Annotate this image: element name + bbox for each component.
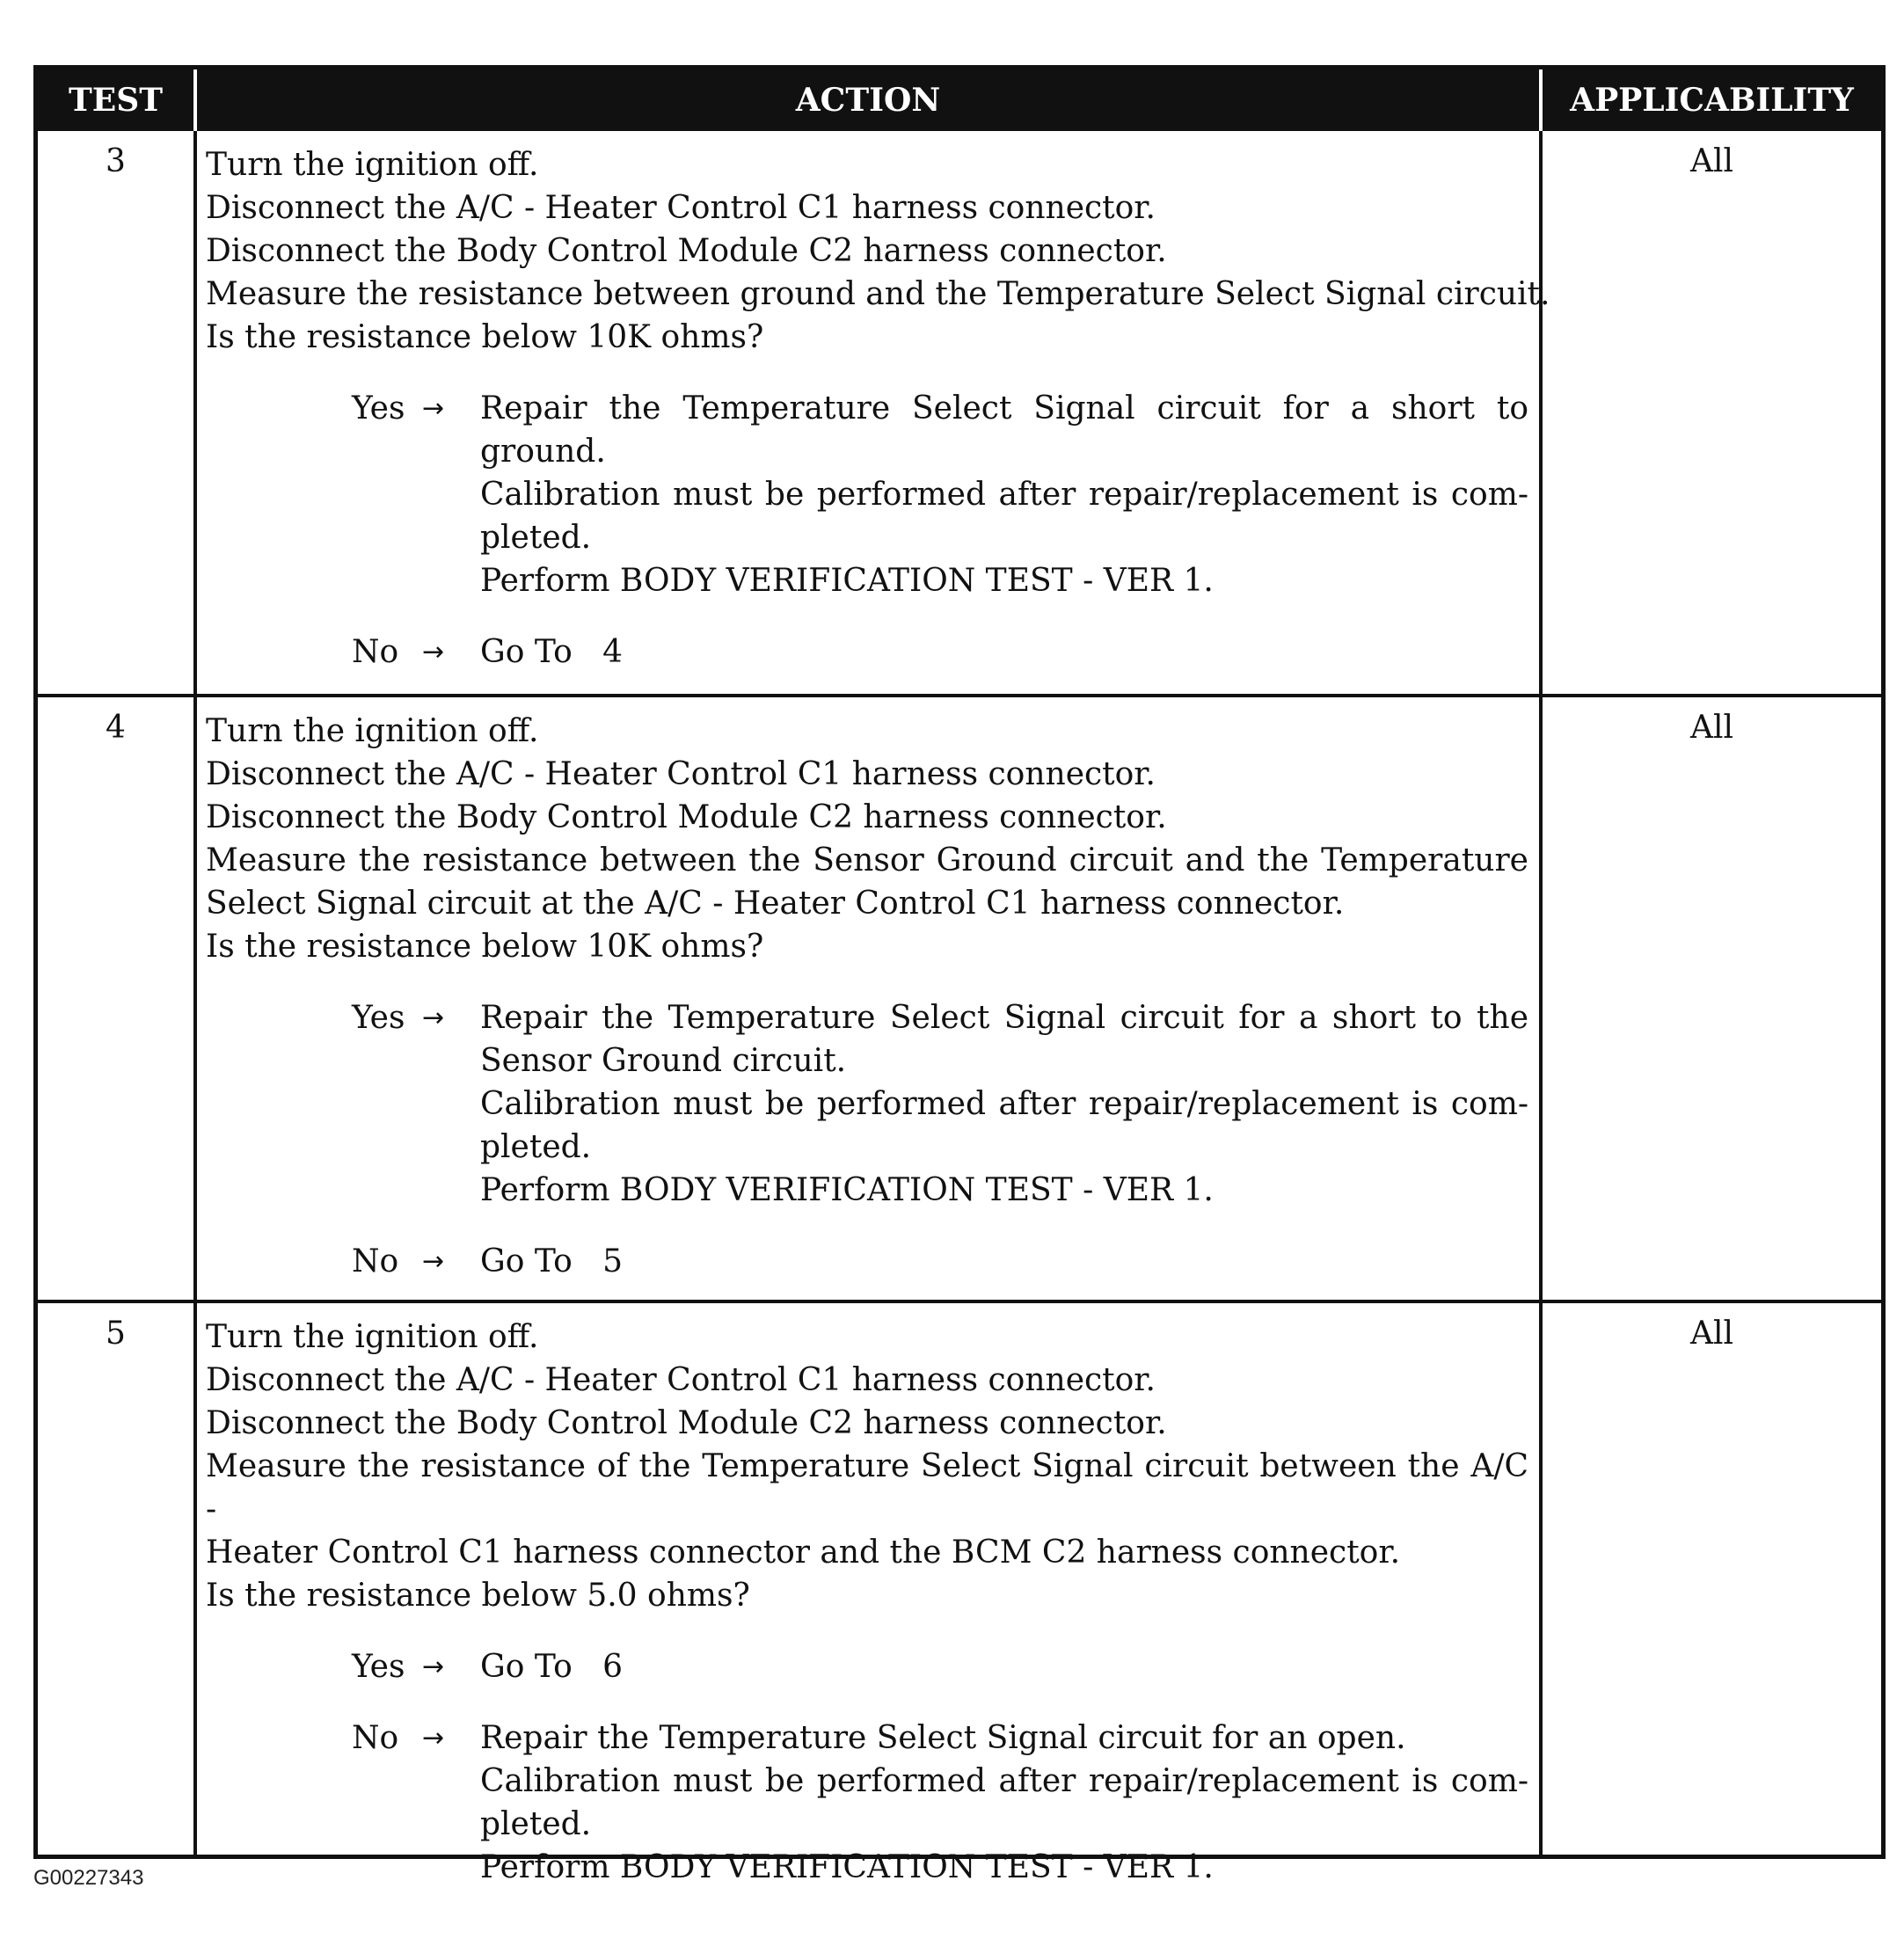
outcome-line: Repair the Temperature Select Signal circuit for a short to [480, 390, 1528, 426]
arrow-right-icon: → [422, 1002, 445, 1033]
step-text: Measure the resistance between the Sensor Ground circuit and the Temperature [206, 842, 1528, 878]
outcome-line: Go To 5 [480, 1243, 623, 1279]
outcome-line: Repair the Temperature Select Signal circuit for an open. [480, 1720, 1406, 1756]
yes-outcome [480, 387, 1528, 602]
no-outcome [480, 1240, 1528, 1283]
outcome-line: Repair the Temperature Select Signal circuit for a short to the [480, 1000, 1528, 1036]
action-cell [197, 697, 1543, 1300]
step-text: Measure the resistance of the Temperature Select Signal circuit between the A/C - [206, 1448, 1528, 1527]
applicability-value: All [1689, 143, 1734, 179]
arrow-right-icon: → [422, 393, 445, 424]
action-cell [197, 131, 1550, 694]
question-text: Is the resistance below 10K ohms? [206, 929, 764, 965]
outcome-line: Sensor Ground circuit. [480, 1043, 847, 1079]
header-action: ACTION [197, 69, 1543, 131]
yes-answer [206, 1645, 1528, 1688]
arrow-right-icon: → [422, 1651, 445, 1682]
action-cell [197, 1303, 1543, 1885]
outcome-line: Perform BODY VERIFICATION TEST - VER 1. [480, 1849, 1214, 1885]
no-answer [206, 1240, 1528, 1283]
step-text: Disconnect the A/C - Heater Control C1 harness connector. [206, 190, 1156, 226]
arrow-right-icon: → [422, 1246, 445, 1277]
no-label: No [352, 1243, 399, 1279]
no-answer [206, 631, 1528, 674]
arrow-right-icon: → [422, 1723, 445, 1753]
no-outcome [480, 631, 1528, 674]
applicability-value: All [1689, 1316, 1734, 1352]
question-text: Is the resistance below 5.0 ohms? [206, 1578, 750, 1614]
header-applicability: APPLICABILITY [1570, 82, 1854, 119]
table-header [38, 69, 1881, 131]
no-outcome [480, 1717, 1528, 1889]
step-text: Disconnect the Body Control Module C2 harness connector. [206, 1405, 1167, 1441]
test-number: 3 [38, 131, 197, 694]
outcome-line: ground. [480, 434, 606, 470]
test-number: 5 [38, 1303, 197, 1856]
test-number: 4 [38, 697, 197, 1300]
yes-label: Yes [352, 1000, 405, 1036]
outcome-line: Go To 4 [480, 634, 623, 670]
question-text: Is the resistance below 10K ohms? [206, 319, 764, 355]
outcome-line: Calibration must be performed after repair/replacement is com- [480, 1763, 1528, 1799]
outcome-line: Calibration must be performed after repair/replacement is com- [480, 477, 1528, 513]
step-text: Turn the ignition off. [206, 713, 539, 749]
yes-label: Yes [352, 1649, 405, 1685]
outcome-line: Go To 6 [480, 1649, 623, 1685]
figure-id: G00227343 [33, 1866, 144, 1890]
table-row [38, 131, 1881, 694]
no-label: No [352, 634, 399, 670]
arrow-right-icon: → [422, 637, 445, 667]
step-text: Measure the resistance between ground and the Temperature Select Signal circuit. [206, 276, 1550, 312]
outcome-line: pleted. [480, 1806, 592, 1842]
table-row [38, 694, 1881, 1300]
outcome-line: pleted. [480, 520, 592, 556]
step-text: Turn the ignition off. [206, 1319, 539, 1355]
outcome-line: Perform BODY VERIFICATION TEST - VER 1. [480, 1172, 1214, 1208]
yes-outcome [480, 1645, 1528, 1688]
outcome-line: pleted. [480, 1129, 592, 1165]
step-text: Disconnect the Body Control Module C2 harness connector. [206, 799, 1167, 835]
step-text: Disconnect the Body Control Module C2 harness connector. [206, 233, 1167, 269]
step-text: Heater Control C1 harness connector and the BCM C2 harness connector. [206, 1534, 1401, 1571]
step-text: Disconnect the A/C - Heater Control C1 harness connector. [206, 1362, 1156, 1398]
header-test: TEST [38, 69, 197, 131]
yes-answer [206, 387, 1528, 602]
outcome-line: Perform BODY VERIFICATION TEST - VER 1. [480, 563, 1214, 599]
step-text: Select Signal circuit at the A/C - Heater Control C1 harness connector. [206, 886, 1345, 922]
outcome-line: Calibration must be performed after repair/replacement is com- [480, 1086, 1528, 1122]
applicability-value: All [1689, 710, 1734, 746]
no-label: No [352, 1720, 399, 1756]
no-answer [206, 1717, 1528, 1889]
yes-outcome [480, 996, 1528, 1212]
yes-answer [206, 996, 1528, 1212]
step-text: Turn the ignition off. [206, 147, 539, 183]
yes-label: Yes [352, 390, 405, 426]
step-text: Disconnect the A/C - Heater Control C1 harness connector. [206, 756, 1156, 792]
